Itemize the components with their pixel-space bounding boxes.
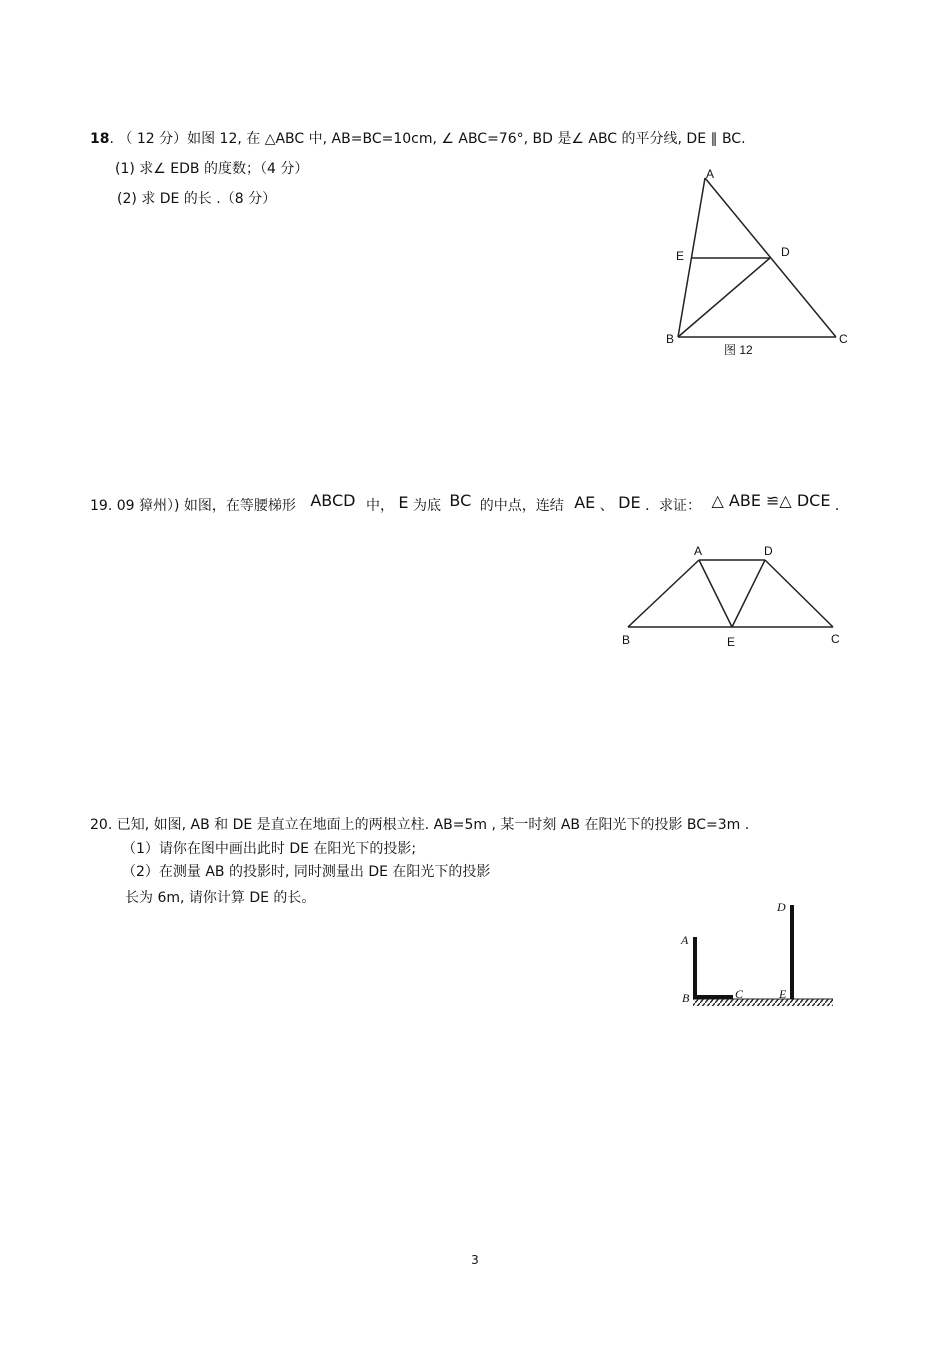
q19-text-congruence: △ ABE ≌△ DCE bbox=[711, 491, 831, 510]
q18-part2: (2) 求 DE 的长 .（8 分） bbox=[117, 191, 277, 207]
q19-figure bbox=[615, 538, 860, 656]
q19-text-9: 、 bbox=[599, 498, 614, 514]
q19-label-e: E bbox=[727, 635, 736, 649]
q20-part2-cont: 长为 6m, 请你计算 DE 的长。 bbox=[125, 890, 316, 906]
q20-label-e: E bbox=[779, 987, 787, 1001]
q19-segment-ae bbox=[699, 560, 732, 627]
q20-label-a: A bbox=[681, 933, 689, 947]
q19-label-d: D bbox=[764, 544, 773, 558]
q19-segment-de bbox=[732, 560, 765, 627]
q18-label-b: B bbox=[666, 332, 675, 346]
q18-stem bbox=[90, 130, 746, 148]
q19-text-ae: AE bbox=[574, 493, 596, 512]
q19-text-13: ． bbox=[834, 498, 849, 514]
q20-label-d: D bbox=[777, 900, 786, 914]
q18-stem-text: . （ 12 分）如图 12, 在 △ABC 中, AB=BC=10cm, ∠ ABC=76°, BD 是∠ ABC 的平分线, DE ∥ BC. bbox=[109, 131, 746, 147]
q18-segment-bd bbox=[678, 258, 770, 337]
q18-label-a: A bbox=[706, 167, 715, 181]
q19-segment-ab bbox=[628, 560, 699, 627]
q19-text-3: 中， bbox=[365, 498, 394, 514]
q18-figure bbox=[660, 160, 860, 365]
q19-text-e: E bbox=[398, 493, 409, 512]
q18-label-c: C bbox=[839, 332, 848, 346]
page-number: 3 bbox=[471, 1253, 479, 1267]
q18-label-e: E bbox=[676, 249, 685, 263]
q18-figure-caption: 图 12 bbox=[724, 343, 753, 357]
q19-text-abcd: ABCD bbox=[310, 491, 356, 510]
q19-text-11: ．求证： bbox=[645, 498, 702, 514]
q18-label-d: D bbox=[781, 245, 790, 259]
q19-label-b: B bbox=[622, 633, 631, 647]
q18-number: 18 bbox=[90, 131, 110, 147]
q19-label-a: A bbox=[694, 544, 703, 558]
q19-segment-dc bbox=[765, 560, 833, 627]
q19-text-bc: BC bbox=[449, 491, 472, 510]
q18-part1: (1) 求∠ EDB 的度数；（4 分） bbox=[115, 161, 309, 177]
q20-ground-hatch bbox=[693, 999, 833, 1006]
q20-label-b: B bbox=[682, 991, 690, 1005]
q19-text-7: 的中点，连结 bbox=[479, 498, 564, 514]
q19-text-5: 为底 bbox=[412, 498, 441, 514]
q20-label-c: C bbox=[735, 987, 744, 1001]
q20-part1: （1）请你在图中画出此时 DE 在阳光下的投影; bbox=[122, 841, 417, 857]
q19-label-c: C bbox=[831, 632, 840, 646]
q19-stem bbox=[90, 491, 849, 515]
q20-figure bbox=[675, 895, 840, 1015]
q20-stem: 20. 已知, 如图, AB 和 DE 是直立在地面上的两根立柱. AB=5m , 某一时刻 AB 在阳光下的投影 BC=3m . bbox=[90, 817, 750, 833]
q20-part2: （2）在测量 AB 的投影时, 同时测量出 DE 在阳光下的投影 bbox=[122, 864, 491, 880]
q19-text-1: 19. 09 獐州）) 如图，在等腰梯形 bbox=[90, 498, 296, 514]
q19-text-de: DE bbox=[618, 493, 641, 512]
